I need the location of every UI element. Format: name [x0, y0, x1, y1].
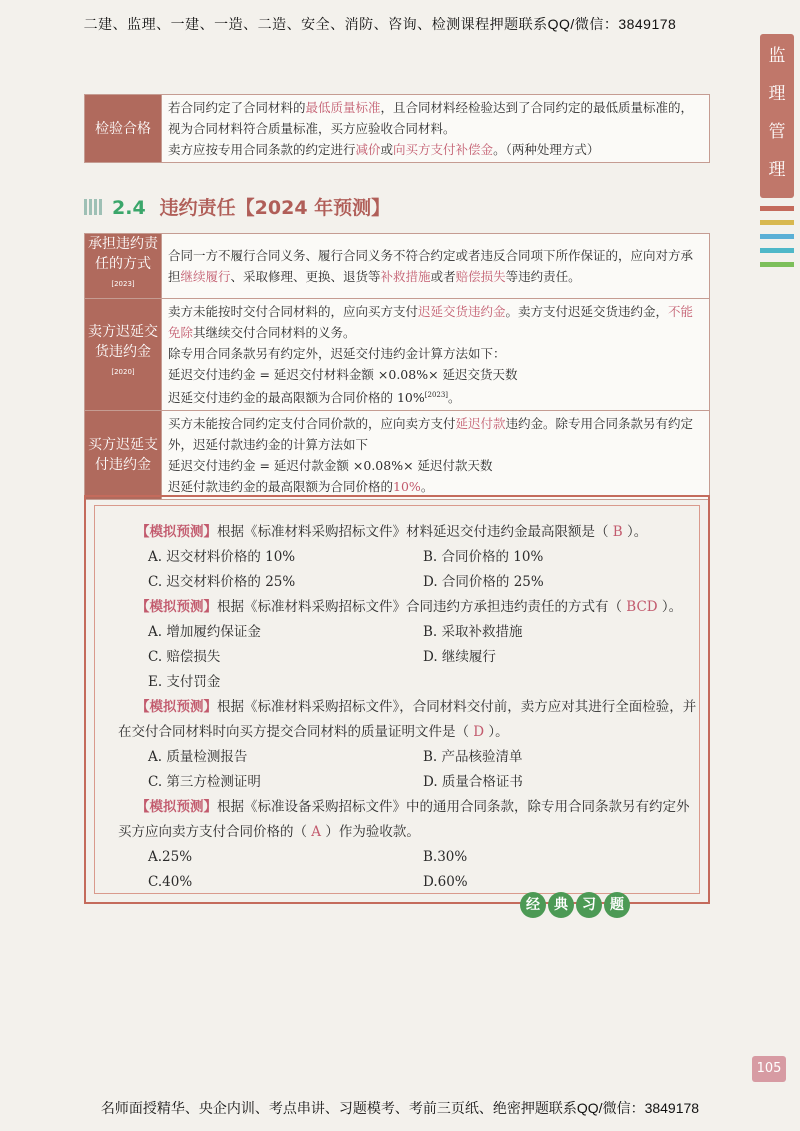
- side-tab: [760, 34, 794, 198]
- option: B. 采取补救措施: [423, 624, 523, 640]
- page-number: 105: [752, 1056, 786, 1082]
- classic-exercises-badge: 经 典 习 题: [520, 892, 632, 926]
- row-label: 买方迟延支付违约金: [85, 410, 162, 499]
- option: A. 迟交材料价格的 10%: [148, 549, 296, 565]
- section-number: 2.4: [112, 197, 146, 219]
- side-tab-char: 管: [768, 122, 786, 142]
- row-text: 若合同约定了合同材料的最低质量标准，且合同材料经检验达到了合同约定的最低质量标准的，视为合同材料符合质量标准，买方应验收合同材料。 卖方应按专用合同条款的约定进行减价或向买方支付补偿金。（两种处理方式）: [162, 95, 710, 163]
- question-list: [118, 520, 698, 895]
- option: C. 赔偿损失: [148, 649, 221, 665]
- option: D. 质量合格证书: [423, 774, 523, 790]
- option: D.60%: [423, 874, 468, 890]
- side-tab-char: 监: [768, 46, 786, 66]
- row-text: 卖方未能按时交付合同材料的，应向买方支付迟延交货违约金。卖方支付迟延交货违约金，不能免除其继续交付合同材料的义务。 除专用合同条款另有约定外，迟延交付违约金计算方法如下： 延迟交付违约金 = 延迟交付材料金额 ×0.08%× 延迟交货天数 迟延交付违约金的最高限额为合同价格的 10%[2023]。: [162, 298, 710, 410]
- option: A.25%: [148, 849, 193, 865]
- option: D. 合同价格的 25%: [423, 574, 544, 590]
- section-heading: [84, 193, 390, 220]
- option: B. 合同价格的 10%: [423, 549, 544, 565]
- side-stripe: [760, 206, 794, 211]
- option: C.40%: [148, 874, 193, 890]
- answer: B: [612, 524, 623, 540]
- option: B.30%: [423, 849, 468, 865]
- option: C. 迟交材料价格的 25%: [148, 574, 296, 590]
- option: D. 继续履行: [423, 649, 496, 665]
- side-stripe: [760, 234, 794, 239]
- side-stripe: [760, 262, 794, 267]
- question: 【模拟预测】根据《标准材料采购招标文件》材料延迟交付违约金最高限额是（ B ）。 A. 迟交材料价格的 10% B. 合同价格的 10% C. 迟交材料价格的 25% D. 合同价格的 25%: [118, 520, 698, 595]
- answer: D: [473, 724, 485, 740]
- row-label: 检验合格: [85, 95, 162, 163]
- option: E. 支付罚金: [148, 674, 221, 690]
- option: A. 增加履约保证金: [148, 624, 261, 640]
- option: A. 质量检测报告: [148, 749, 248, 765]
- question: 【模拟预测】根据《标准材料采购招标文件》合同违约方承担违约责任的方式有（ BCD ）。 A. 增加履约保证金 B. 采取补救措施 C. 赔偿损失 D. 继续履行 E. 支付罚金: [118, 595, 698, 695]
- table-row: [85, 410, 710, 499]
- row-label: 卖方迟延交货违约金[2020]: [85, 298, 162, 410]
- table-row: [85, 234, 710, 299]
- section-title: 违约责任【2024 年预测】: [159, 197, 391, 219]
- row-text: 合同一方不履行合同义务、履行合同义务不符合约定或者违反合同项下所作保证的，应向对方承担继续履行、采取修理、更换、退货等补救措施或者赔偿损失等违约责任。: [162, 234, 710, 299]
- side-stripe: [760, 248, 794, 253]
- side-stripes: [760, 206, 794, 276]
- option: B. 产品核验清单: [423, 749, 523, 765]
- footer-banner: 名师面授精华、央企内训、考点串讲、习题模考、考前三页纸、绝密押题联系QQ/微信：3849178: [100, 1100, 700, 1116]
- heading-bars-icon: [84, 198, 104, 220]
- side-tab-char: 理: [768, 160, 786, 180]
- side-stripe: [760, 220, 794, 225]
- row-label: 承担违约责任的方式[2023]: [85, 234, 162, 299]
- option: C. 第三方检测证明: [148, 774, 261, 790]
- question: 【模拟预测】根据《标准设备采购招标文件》中的通用合同条款，除专用合同条款另有约定外买方应向卖方支付合同价格的（ A ）作为验收款。 A.25% B.30% C.40% D.60%: [118, 795, 698, 895]
- liability-table: [84, 233, 710, 500]
- side-tab-char: 理: [768, 84, 786, 104]
- row-text: 买方未能按合同约定支付合同价款的，应向卖方支付延迟付款违约金。除专用合同条款另有约定外，迟延付款违约金的计算方法如下 延迟交付违约金 = 延迟付款金额 ×0.08%× 延迟付款天数 迟延付款违约金的最高限额为合同价格的10%。: [162, 410, 710, 499]
- answer: BCD: [626, 599, 658, 615]
- acceptance-table: [84, 94, 710, 163]
- table-row: [85, 298, 710, 410]
- question: 【模拟预测】根据《标准材料采购招标文件》，合同材料交付前，卖方应对其进行全面检验，并在交付合同材料时向买方提交合同材料的质量证明文件是（ D ）。 A. 质量检测报告 B. 产品核验清单 C. 第三方检测证明 D. 质量合格证书: [118, 695, 698, 795]
- answer: A: [311, 824, 322, 840]
- header-banner: 二建、监理、一建、一造、二造、安全、消防、咨询、检测课程押题联系QQ/微信：3849178: [83, 16, 677, 32]
